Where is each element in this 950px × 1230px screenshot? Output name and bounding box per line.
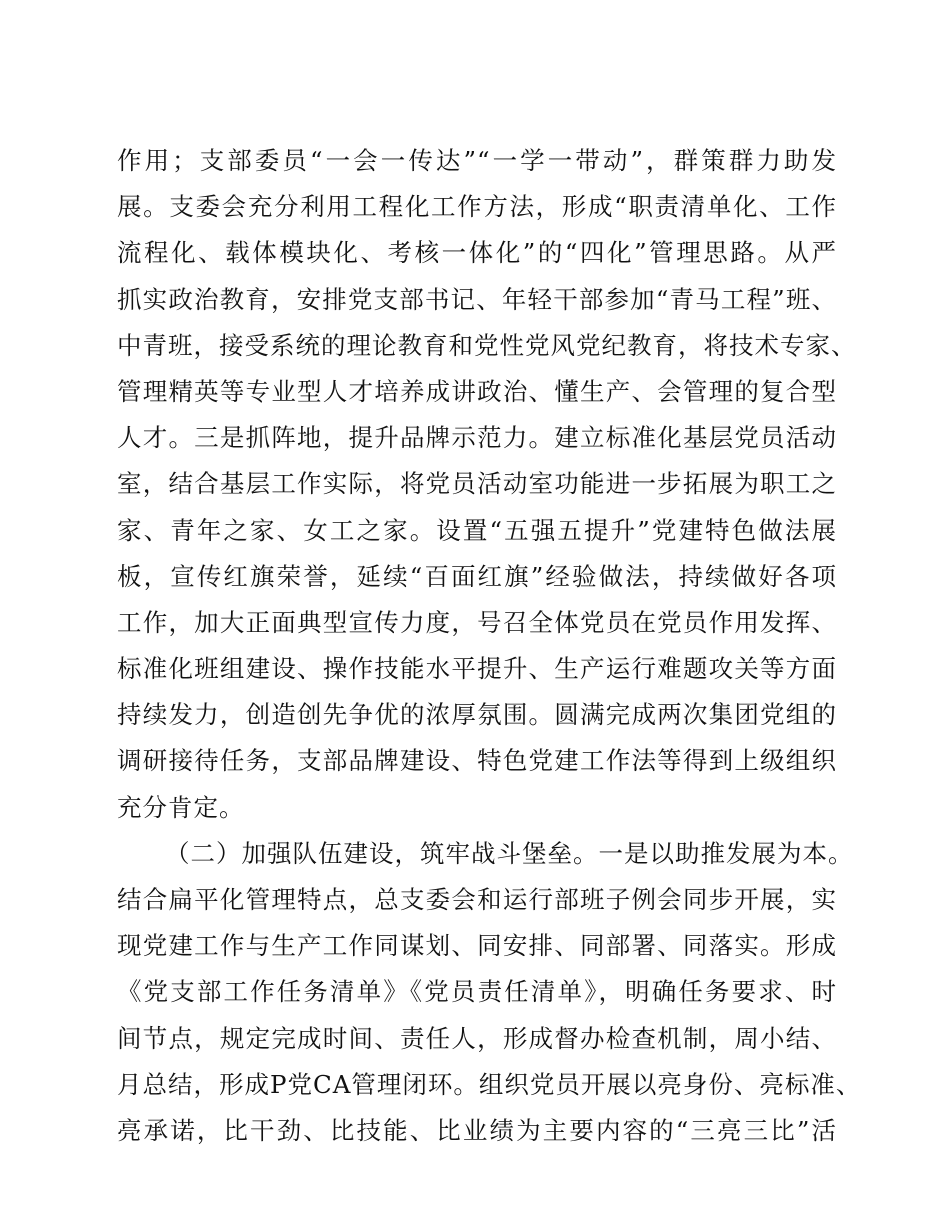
text-line: 标准化班组建设、操作技能水平提升、生产运行难题攻关等方面 [117,654,837,684]
text-line: 展。支委会充分利用工程化工作方法，形成“职责清单化、工作 [117,192,837,222]
text-line: 充分肯定。 [117,792,245,822]
text-line: 工作，加大正面典型宣传力度，号召全体党员在党员作用发挥、 [117,607,837,637]
text-line: 现党建工作与生产工作同谋划、同安排、同部署、同落实。形成 [117,931,837,961]
text-line: 管理精英等专业型人才培养成讲政治、懂生产、会管理的复合型 [117,376,837,406]
section-heading-line: （二）加强队伍建设，筑牢战斗堡垒。一是以助推发展为本。 [165,838,854,868]
body-text [117,138,862,1154]
text-line: 亮承诺，比干劲、比技能、比业绩为主要内容的“三亮三比”活 [117,1115,837,1145]
text-line: 室，结合基层工作实际，将党员活动室功能进一步拓展为职工之 [117,469,837,499]
text-line: 流程化、载体模块化、考核一体化”的“四化”管理思路。从严 [117,238,837,268]
text-line: 抓实政治教育，安排党支部书记、年轻干部参加“青马工程”班、 [117,284,837,314]
text-line: 月总结，形成P党CA管理闭环。组织党员开展以亮身份、亮标准、 [117,1069,862,1099]
text-line: 人才。三是抓阵地，提升品牌示范力。建立标准化基层党员活动 [117,423,837,453]
text-line: 作用；支部委员“一会一传达”“一学一带动”，群策群力助发 [117,146,837,175]
text-line: 《党支部工作任务清单》《党员责任清单》，明确任务要求、时 [117,977,837,1007]
text-line: 板，宣传红旗荣誉，延续“百面红旗”经验做法，持续做好各项 [117,561,837,591]
text-line: 调研接待任务，支部品牌建设、特色党建工作法等得到上级组织 [117,746,837,776]
text-line: 结合扁平化管理特点，总支委会和运行部班子例会同步开展，实 [117,885,837,914]
text-line: 家、青年之家、女工之家。设置“五强五提升”党建特色做法展 [117,515,837,545]
text-line: 持续发力，创造创先争优的浓厚氛围。圆满完成两次集团党组的 [117,700,837,730]
text-line: 间节点，规定完成时间、责任人，形成督办检查机制，周小结、 [117,1023,837,1053]
text-line: 中青班，接受系统的理论教育和党性党风党纪教育，将技术专家、 [117,330,857,360]
